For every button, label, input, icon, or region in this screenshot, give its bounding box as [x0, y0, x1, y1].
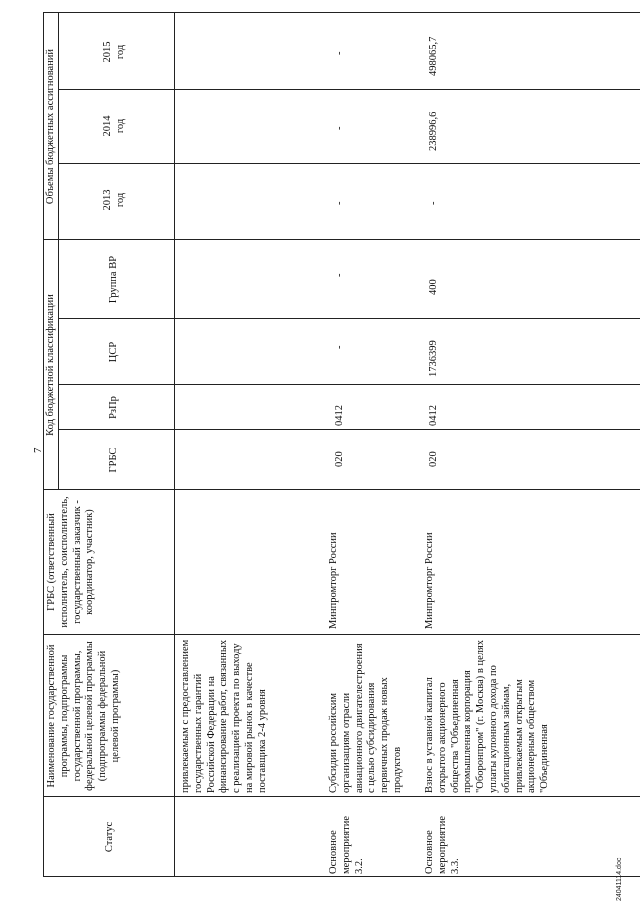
- row2-2014: -: [334, 126, 345, 130]
- row3-name: Взнос в уставной капитал открытого акционерного общества "Объединенная промышленная корпорация "Оборонпром" (г. Москва) в целях уплаты купонного дохода по облигационным займам, привлекаемым открытым акционерным обществом "Объединенная: [424, 639, 551, 793]
- header-grbs: ГРБС: [108, 447, 119, 473]
- col-divider-status-name: [43, 796, 640, 797]
- header-status: Статус: [104, 821, 115, 853]
- col-divider-csr-vr: [58, 318, 640, 319]
- row2-status: Основное мероприятие 3.2.: [328, 816, 365, 874]
- row3-grbs: 020: [428, 451, 439, 467]
- header-volumes-group: Объемы бюджетных ассигнований: [45, 48, 56, 205]
- col-divider-grbs-code: [43, 489, 640, 490]
- header-grbs-executor: ГРБС (ответственный исполнитель, соисполнитель, государственный заказчик - координатор, участник): [46, 496, 96, 628]
- header-bottom-line: [174, 13, 175, 877]
- header-year-2013: 2013 год: [102, 189, 126, 211]
- header-budget-code-group: Код бюджетной классификации: [45, 294, 56, 436]
- header-csr: ЦСР: [108, 341, 119, 363]
- page-number: 7: [32, 447, 44, 453]
- col-divider-rzpr-csr: [58, 384, 640, 385]
- header-year-2015: 2015 год: [102, 41, 126, 63]
- footer-file-code: 24041114.doc: [616, 857, 623, 901]
- row3-csr: 1736399: [428, 340, 439, 377]
- header-vr: Группа ВР: [108, 255, 119, 304]
- row2-vr: -: [334, 273, 345, 277]
- header-subrow-line: [58, 13, 59, 490]
- table-left-border: [43, 876, 640, 877]
- row2-csr: -: [334, 345, 345, 349]
- row1-name: привлекаемым с предоставлением государственных гарантий Российской Федерации на финансирование работ, связанных с реализацией проекта по выходу на мировой рынок в качестве поставщика 2-4 уровня: [180, 639, 268, 793]
- col-divider-2014-2015: [58, 89, 640, 90]
- col-divider-grbs-rzpr: [58, 429, 640, 430]
- row2-2015: -: [334, 51, 345, 55]
- header-rzpr: РзПр: [108, 396, 119, 419]
- row3-vr: 400: [428, 279, 439, 295]
- row3-2014: 238996,6: [428, 111, 439, 151]
- row2-rzpr: 0412: [334, 405, 345, 426]
- table-top-border: [43, 13, 44, 877]
- row3-grbs-name: Минпромторг России: [424, 532, 435, 629]
- row3-rzpr: 0412: [428, 405, 439, 426]
- header-year-2014: 2014 год: [102, 115, 126, 137]
- row3-2013: -: [428, 201, 439, 205]
- table-right-border: [43, 12, 640, 13]
- row3-status: Основное мероприятие 3.3.: [424, 816, 461, 874]
- header-program-name: Наименование государственной программы, подпрограммы государственной программы, федеральной целевой программы (подпрограммы федеральной целевой программы): [46, 641, 121, 791]
- row2-name: Субсидии российским организациям отрасли авиационного двигателестроения с целью субсидирования первичных продаж новых продуктов: [328, 643, 403, 793]
- col-divider-2013-2014: [58, 163, 640, 164]
- row2-grbs-name: Минпромторг России: [328, 532, 339, 629]
- col-divider-codes-volumes: [43, 239, 640, 240]
- row2-grbs: 020: [334, 451, 345, 467]
- col-divider-name-grbs: [43, 634, 640, 635]
- row3-2015: 498065,7: [428, 36, 439, 76]
- row2-2013: -: [334, 201, 345, 205]
